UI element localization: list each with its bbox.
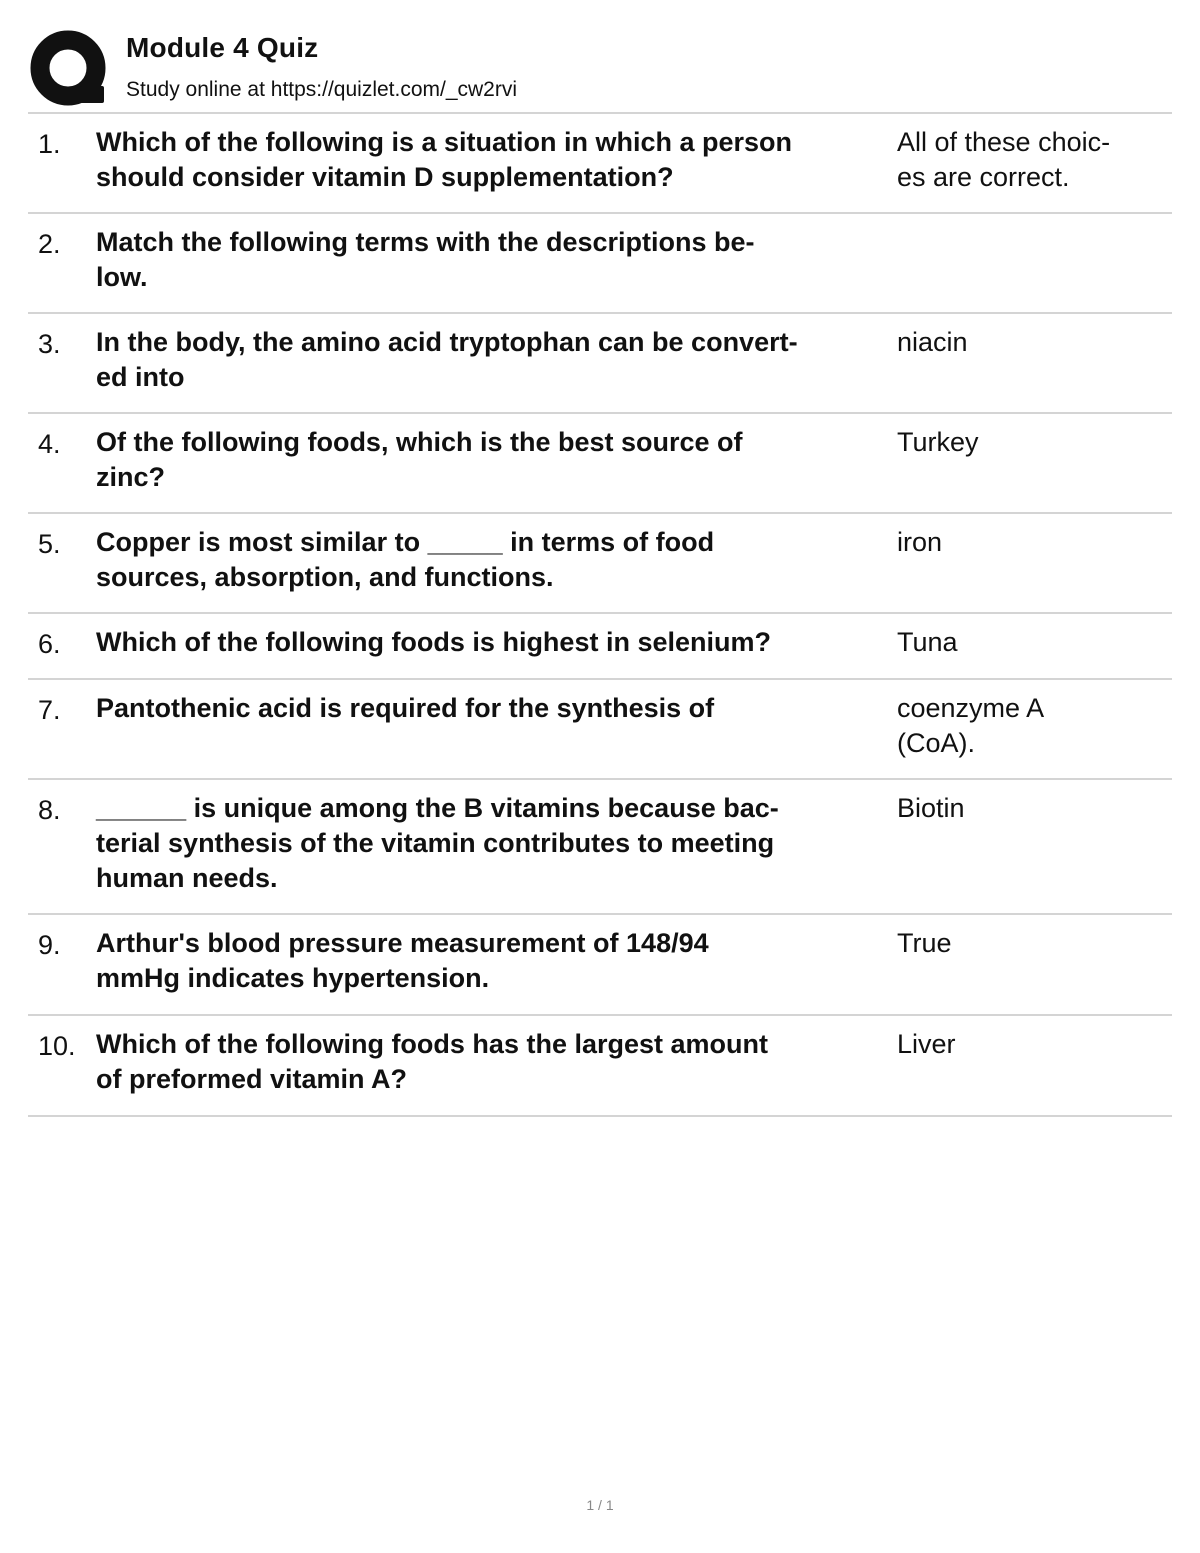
study-online-link-text: Study online at https://quizlet.com/_cw2rvi	[126, 78, 518, 101]
question-line: low.	[96, 262, 148, 292]
question-number: 5.	[38, 529, 61, 559]
answer-text	[897, 525, 1167, 560]
question-line: Pantothenic acid is required for the synthesis of	[96, 693, 715, 723]
question-line: Copper is most similar to _____ in terms of food	[96, 527, 715, 557]
quiz-item	[28, 514, 1172, 614]
answer-text	[897, 926, 1167, 961]
question-text	[96, 926, 896, 996]
answer-line: (CoA).	[897, 728, 976, 758]
page-indicator: 1 / 1	[586, 1497, 614, 1513]
quiz-item	[28, 614, 1172, 680]
answer-line: True	[897, 928, 952, 958]
question-text	[96, 691, 896, 726]
question-text	[96, 425, 896, 495]
question-number: 2.	[38, 229, 61, 259]
question-text	[96, 225, 896, 295]
question-text	[96, 325, 896, 395]
answer-text	[897, 425, 1167, 460]
question-number: 3.	[38, 329, 61, 359]
quiz-item	[28, 780, 1172, 915]
question-line: should consider vitamin D supplementation?	[96, 162, 674, 192]
document-header	[30, 28, 1172, 112]
answer-text	[897, 1027, 1167, 1062]
question-line: mmHg indicates hypertension.	[96, 963, 490, 993]
answer-line: Liver	[897, 1029, 956, 1059]
quiz-item	[28, 114, 1172, 214]
quiz-item	[28, 680, 1172, 780]
question-text	[96, 1027, 896, 1097]
question-number: 7.	[38, 695, 61, 725]
answer-line: Biotin	[897, 793, 965, 823]
answer-line: es are correct.	[897, 162, 1070, 192]
question-line: ed into	[96, 362, 185, 392]
question-line: Match the following terms with the descriptions be-	[96, 227, 755, 257]
question-line: of preformed vitamin A?	[96, 1064, 408, 1094]
question-number: 1.	[38, 129, 61, 159]
answer-text	[897, 325, 1167, 360]
question-text	[96, 791, 896, 896]
answer-line: Tuna	[897, 627, 958, 657]
quiz-item	[28, 915, 1172, 1016]
question-text	[96, 525, 896, 595]
quiz-item	[28, 214, 1172, 314]
question-number: 10.	[38, 1031, 76, 1061]
question-line: sources, absorption, and functions.	[96, 562, 554, 592]
question-line: Which of the following foods has the largest amount	[96, 1029, 768, 1059]
answer-line: Turkey	[897, 427, 979, 457]
question-number: 9.	[38, 930, 61, 960]
question-number: 4.	[38, 429, 61, 459]
quizlet-logo-icon	[30, 30, 108, 108]
question-line: zinc?	[96, 462, 166, 492]
question-text	[96, 125, 896, 195]
question-line: Which of the following foods is highest in selenium?	[96, 627, 771, 657]
question-line: ______ is unique among the B vitamins because bac-	[96, 793, 779, 823]
answer-text	[897, 691, 1167, 761]
answer-line: niacin	[897, 327, 968, 357]
answer-text	[897, 791, 1167, 826]
question-line: In the body, the amino acid tryptophan can be convert-	[96, 327, 798, 357]
question-text	[96, 625, 896, 660]
question-line: Arthur's blood pressure measurement of 148/94	[96, 928, 709, 958]
answer-line: All of these choic-	[897, 127, 1111, 157]
answer-text	[897, 125, 1167, 195]
answer-line: coenzyme A	[897, 693, 1045, 723]
question-line: terial synthesis of the vitamin contributes to meeting	[96, 828, 775, 858]
quiz-list	[28, 114, 1172, 1117]
page-title: Module 4 Quiz	[126, 32, 319, 63]
question-line: Which of the following is a situation in which a person	[96, 127, 793, 157]
quiz-item	[28, 314, 1172, 414]
answer-text	[897, 625, 1167, 660]
quiz-item	[28, 414, 1172, 514]
question-line: human needs.	[96, 863, 278, 893]
question-number: 8.	[38, 795, 61, 825]
answer-line: iron	[897, 527, 943, 557]
quiz-item	[28, 1016, 1172, 1117]
question-number: 6.	[38, 629, 61, 659]
question-line: Of the following foods, which is the best source of	[96, 427, 743, 457]
